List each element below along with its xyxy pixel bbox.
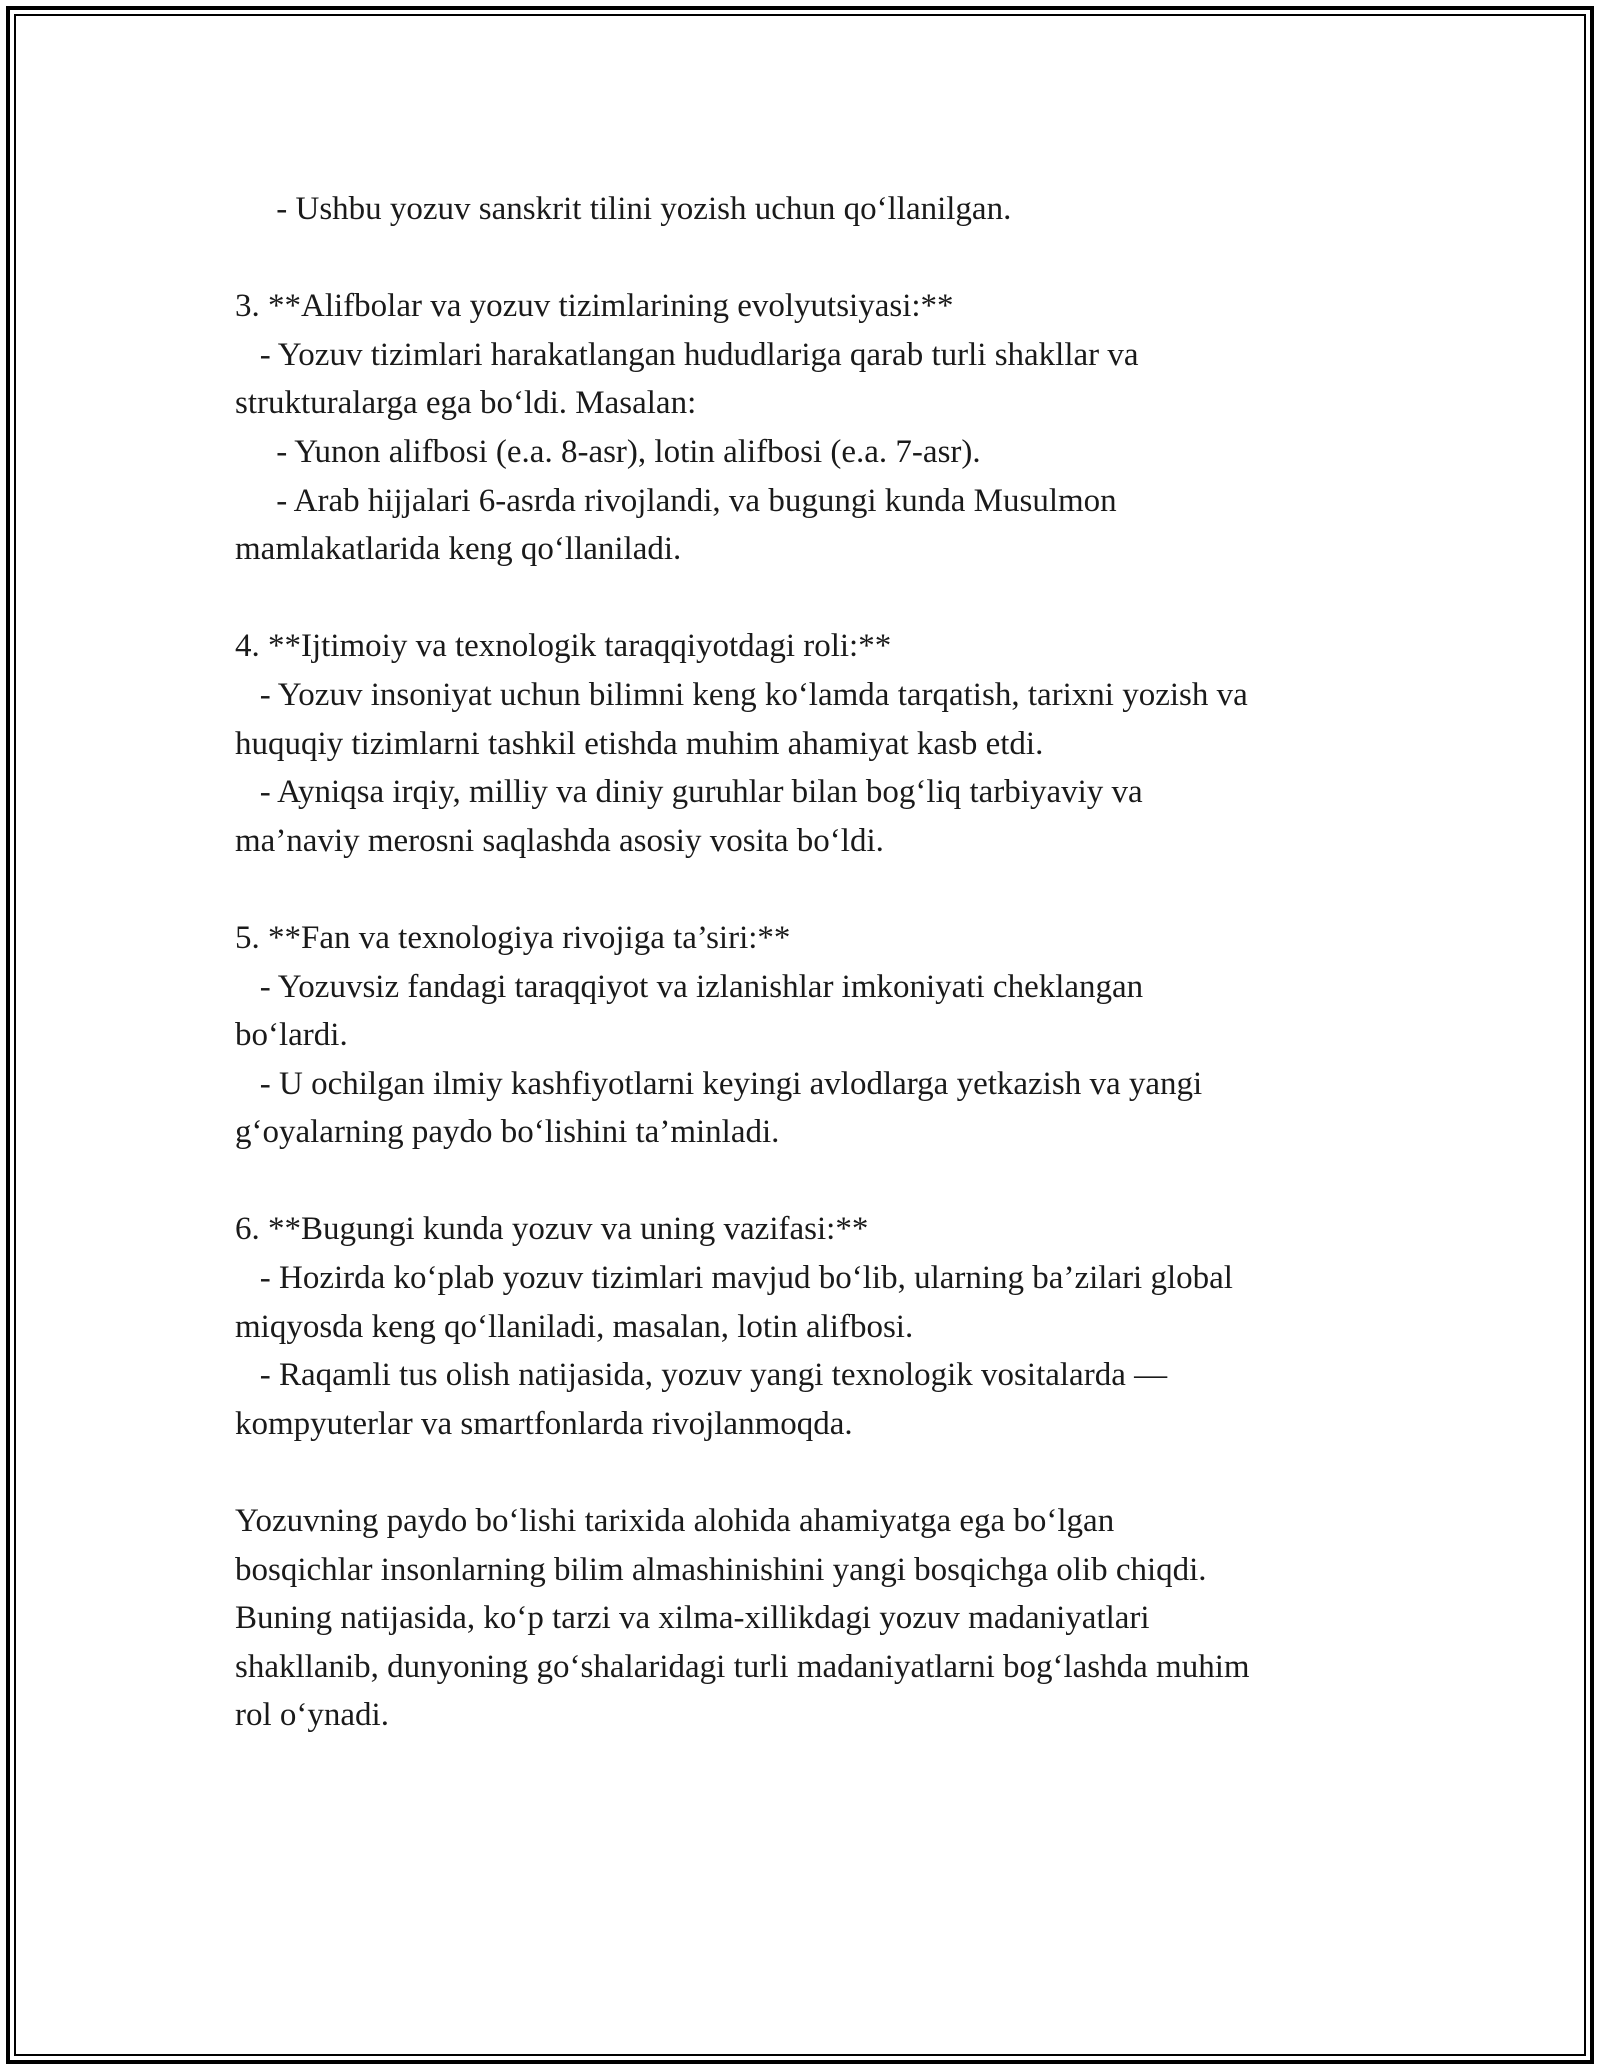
section-heading: 4. **Ijtimoiy va texnologik taraqqiyotdagi roli:** bbox=[235, 628, 892, 665]
text-line: rol o‘ynadi. bbox=[235, 1697, 389, 1734]
paragraph-gap bbox=[235, 1157, 1385, 1206]
text-line: - Hozirda ko‘plab yozuv tizimlari mavjud bo‘lib, ularning ba’zilari global bbox=[235, 1260, 1233, 1297]
document-body bbox=[235, 185, 1385, 1740]
paragraph-gap bbox=[235, 1448, 1385, 1497]
text-line: bo‘lardi. bbox=[235, 1017, 348, 1054]
text-line: Buning natijasida, ko‘p tarzi va xilma-xillikdagi yozuv madaniyatlari bbox=[235, 1600, 1150, 1637]
section-heading: 3. **Alifbolar va yozuv tizimlarining evolyutsiyasi:** bbox=[235, 288, 954, 325]
section-6 bbox=[235, 1205, 1385, 1448]
text-line: Yozuvning paydo bo‘lishi tarixida alohida ahamiyatga ega bo‘lgan bbox=[235, 1503, 1115, 1540]
paragraph-gap bbox=[235, 234, 1385, 283]
section-5 bbox=[235, 914, 1385, 1157]
text-line: - Ushbu yozuv sanskrit tilini yozish uchun qo‘llanilgan. bbox=[235, 191, 1012, 227]
text-line: kompyuterlar va smartfonlarda rivojlanmoqda. bbox=[235, 1405, 853, 1442]
paragraph-gap bbox=[235, 574, 1385, 623]
text-line: ma’naviy merosni saqlashda asosiy vosita bo‘ldi. bbox=[235, 822, 884, 859]
text-line: - Yozuv tizimlari harakatlangan hududlariga qarab turli shakllar va bbox=[235, 336, 1139, 373]
text-line: - Yozuvsiz fandagi taraqqiyot va izlanishlar imkoniyati cheklangan bbox=[235, 968, 1144, 1005]
paragraph-gap bbox=[235, 865, 1385, 914]
text-line: - Raqamli tus olish natijasida, yozuv yangi texnologik vositalarda — bbox=[235, 1357, 1168, 1394]
paragraph bbox=[235, 185, 1385, 234]
section-heading: 5. **Fan va texnologiya rivojiga ta’siri:** bbox=[235, 919, 791, 956]
text-line: - Yunon alifbosi (e.a. 8-asr), lotin alifbosi (e.a. 7-asr). bbox=[235, 433, 981, 470]
section-heading: 6. **Bugungi kunda yozuv va uning vazifasi:** bbox=[235, 1211, 869, 1248]
text-line: - Arab hijjalari 6-asrda rivojlandi, va bugungi kunda Musulmon bbox=[235, 482, 1117, 519]
text-line: bosqichlar insonlarning bilim almashinishini yangi bosqichga olib chiqdi. bbox=[235, 1551, 1207, 1588]
text-line: g‘oyalarning paydo bo‘lishini ta’minladi. bbox=[235, 1114, 780, 1151]
text-line: - Ayniqsa irqiy, milliy va diniy guruhlar bilan bog‘liq tarbiyaviy va bbox=[235, 774, 1143, 811]
text-line: - U ochilgan ilmiy kashfiyotlarni keyingi avlodlarga yetkazish va yangi bbox=[235, 1065, 1203, 1102]
text-line: shakllanib, dunyoning go‘shalaridagi turli madaniyatlarni bog‘lashda muhim bbox=[235, 1648, 1250, 1685]
section-3 bbox=[235, 282, 1385, 574]
conclusion-paragraph bbox=[235, 1497, 1385, 1740]
text-line: miqyosda keng qo‘llaniladi, masalan, lotin alifbosi. bbox=[235, 1308, 914, 1345]
text-line: mamlakatlarida keng qo‘llaniladi. bbox=[235, 531, 682, 568]
text-line: huquqiy tizimlarni tashkil etishda muhim ahamiyat kasb etdi. bbox=[235, 725, 1044, 762]
text-line: - Yozuv insoniyat uchun bilimni keng ko‘lamda tarqatish, tarixni yozish va bbox=[235, 676, 1248, 713]
text-line: strukturalarga ega bo‘ldi. Masalan: bbox=[235, 385, 697, 422]
section-4 bbox=[235, 622, 1385, 865]
